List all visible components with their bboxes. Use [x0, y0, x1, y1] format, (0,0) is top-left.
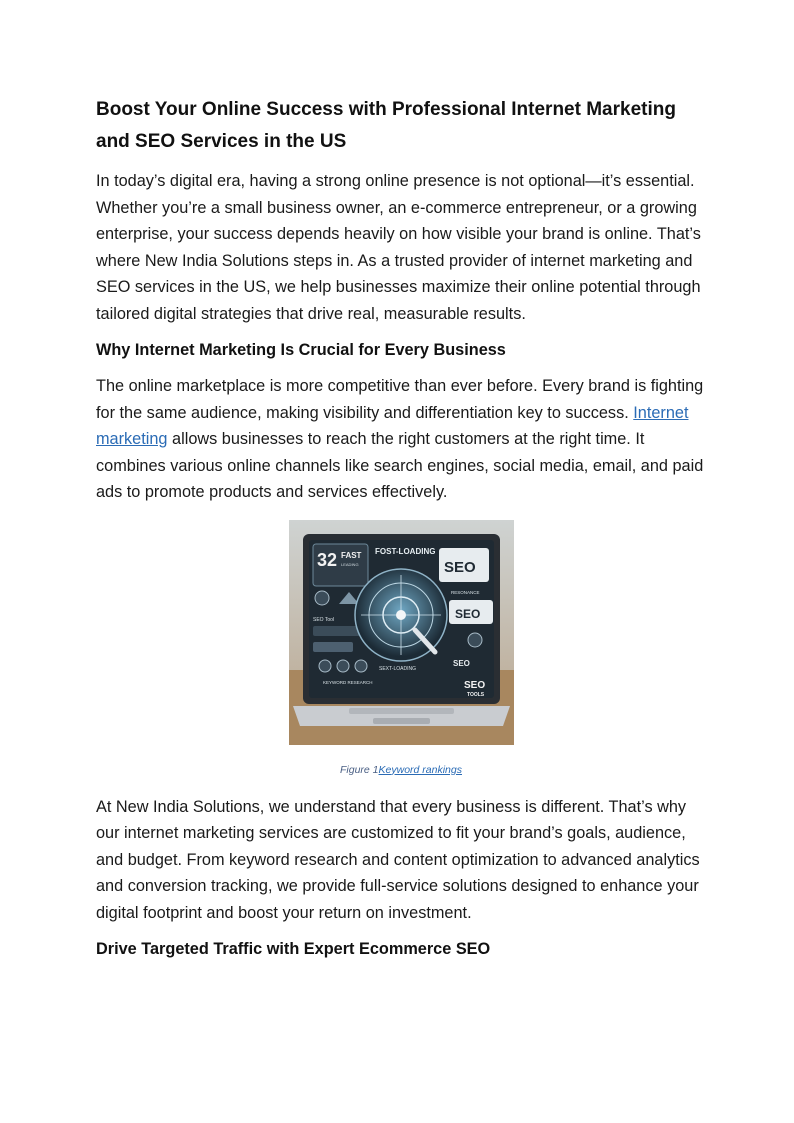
page-title: Boost Your Online Success with Professional Internet Marketing and SEO Services in the US [96, 99, 676, 152]
image-text-leading: LEADING [340, 561, 359, 567]
image-text-keyword-research: KEYWORD RESEARCH [322, 679, 373, 685]
laptop-illustration [289, 520, 514, 745]
section-heading-internet-marketing: Why Internet Marketing Is Crucial for Every Business [96, 341, 506, 359]
internet-marketing-paragraph [96, 373, 706, 506]
paragraph-text-after-link: allows businesses to reach the right customers at the right time. It combines various online channels like search engines, social media, email, and paid ads to promote products and services effectively. [96, 430, 704, 501]
image-text-seo-mid: SEO [454, 606, 480, 621]
image-text-tools: TOOLS [466, 691, 484, 698]
paragraph-text-before-link: The online marketplace is more competitive than ever before. Every brand is fighting for the same audience, making visibility and differentiation key to success. [96, 377, 704, 422]
intro-paragraph: In today’s digital era, having a strong online presence is not optional—it’s essential. Whether you’re a small business owner, an e-commerce entrepreneur, or a growing enterprise, your success depends heavily on how visible your brand is online. That’s where New India Solutions steps in. As a trusted provider of internet marketing and SEO services in the US, we help businesses maximize their online potential through tailored digital strategies that drive real, measurable results. [96, 172, 701, 323]
figure [96, 520, 706, 776]
internet-marketing-link[interactable]: Internet marketing [96, 403, 689, 448]
image-text-seo-small: SEO [452, 658, 470, 668]
figure-caption-prefix: Figure 1 [340, 763, 379, 776]
document-content [96, 94, 706, 962]
image-text-seo-top: SEO [443, 558, 476, 576]
image-text-seo-tool: SEO Tool [312, 616, 334, 623]
image-text-resonance: RESONANCE [450, 589, 480, 595]
section-heading-ecommerce-seo: Drive Targeted Traffic with Expert Ecommerce SEO [96, 940, 491, 958]
image-text-fast: FAST [340, 550, 361, 560]
image-text-32: 32 [316, 549, 337, 570]
services-paragraph: At New India Solutions, we understand that every business is different. That’s why our internet marketing services are customized to fit your brand’s goals, audience, and budget. From keyword research and content optimization to advanced analytics and conversion tracking, we provide full-service solutions designed to enhance your digital footprint and boost your return on investment. [96, 797, 700, 922]
figure-caption [96, 764, 706, 776]
keyword-rankings-link[interactable]: Keyword rankings [378, 763, 462, 776]
image-text-sext-loading: SEXT-LOADING [378, 665, 416, 672]
seo-laptop-image [289, 520, 514, 745]
image-text-seo-tools: SEO [463, 679, 485, 691]
image-text-fost-loading: FOST-LOADING [374, 546, 435, 556]
